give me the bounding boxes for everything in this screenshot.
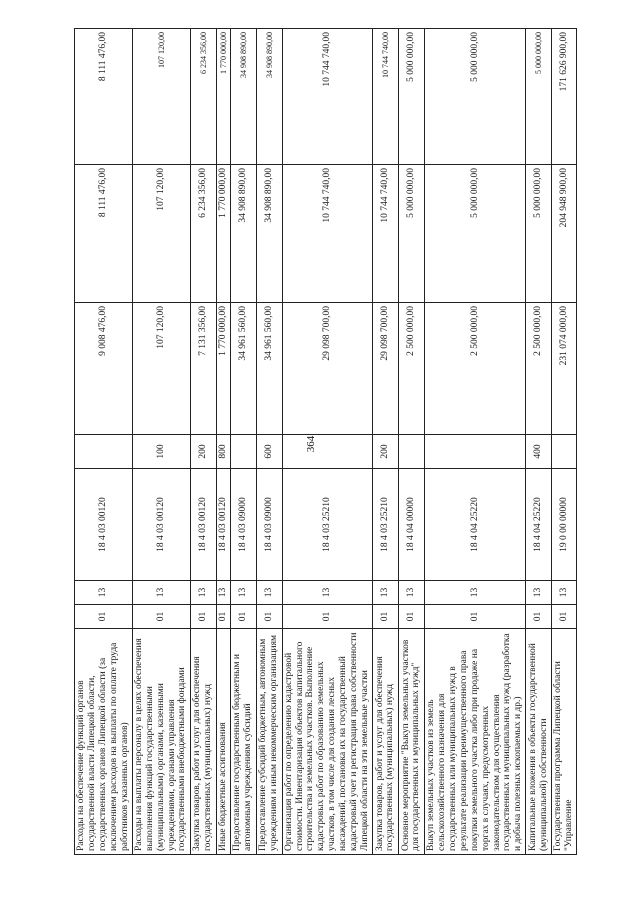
target-article-code: 18 4 04 25220 (526, 469, 552, 581)
subsection-code: 13 (552, 581, 577, 605)
rotated-page-content (74, 29, 574, 855)
subsection-code: 13 (398, 581, 424, 605)
amount-year-3: 1 770 000,00 (216, 29, 230, 165)
amount-year-2: 107 120,00 (132, 165, 190, 303)
page-number: 364 (305, 435, 317, 453)
subsection-code: 13 (230, 581, 256, 605)
expense-type-code: 600 (256, 435, 282, 469)
expense-type-code: 400 (526, 435, 552, 469)
table-row (282, 29, 372, 855)
expense-type-code: 100 (132, 435, 190, 469)
section-code: 01 (282, 605, 372, 629)
amount-year-1: 9 008 476,00 (75, 303, 133, 435)
target-article-code: 18 4 03 00120 (75, 469, 133, 581)
row-description: Закупка товаров, работ и услуг для обеспечения государственных (муниципальных) нужд (190, 629, 216, 855)
section-code: 01 (526, 605, 552, 629)
expense-type-code (75, 435, 133, 469)
section-code: 01 (230, 605, 256, 629)
expense-type-code (424, 435, 525, 469)
expense-type-code: 200 (190, 435, 216, 469)
subsection-code: 13 (526, 581, 552, 605)
table-row (424, 29, 525, 855)
amount-year-3: 34 908 890,00 (230, 29, 256, 165)
subsection-code: 13 (216, 581, 230, 605)
section-code: 01 (372, 605, 398, 629)
amount-year-1: 34 961 560,00 (256, 303, 282, 435)
amount-year-1: 2 500 000,00 (526, 303, 552, 435)
subsection-code: 13 (424, 581, 525, 605)
subsection-code: 13 (132, 581, 190, 605)
row-description: Основное мероприятие "Выкуп земельных участков для государственных и муниципальных нужд" (398, 629, 424, 855)
target-article-code: 18 4 03 25210 (372, 469, 398, 581)
amount-year-3: 107 120,00 (132, 29, 190, 165)
amount-year-2: 34 908 890,00 (230, 165, 256, 303)
subsection-code: 13 (372, 581, 398, 605)
section-code: 01 (190, 605, 216, 629)
row-description: Расходы на обеспечение функций органов государственной власти Липецкой области, государственных органов Липецкой области (за исключением расходов на выплаты по оплате труда работников указанных органов) (75, 629, 133, 855)
target-article-code: 18 4 03 25210 (282, 469, 372, 581)
target-article-code: 18 4 04 25220 (424, 469, 525, 581)
row-description: Государственная программа Липецкой области "Управление (552, 629, 577, 855)
subsection-code: 13 (190, 581, 216, 605)
amount-year-3: 5 000 000,00 (398, 29, 424, 165)
amount-year-2: 1 770 000,00 (216, 165, 230, 303)
amount-year-1: 1 770 000,00 (216, 303, 230, 435)
row-description: Выкуп земельных участков из земель сельскохозяйственного назначения для государственных или муниципальных нужд в результате реализации преимущественного права покупки земельного участка либо при продаже на торгах в случаях, предусмотренных законодательством для осуществления государственных и муниципальных нужд (разработка и добыча полезных ископаемых и др.) (424, 629, 525, 855)
amount-year-1: 107 120,00 (132, 303, 190, 435)
expense-type-code (398, 435, 424, 469)
subsection-code: 13 (75, 581, 133, 605)
amount-year-2: 8 111 476,00 (75, 165, 133, 303)
expense-type-code (230, 435, 256, 469)
amount-year-2: 5 000 000,00 (398, 165, 424, 303)
amount-year-2: 204 948 900,00 (552, 165, 577, 303)
amount-year-2: 10 744 740,00 (282, 165, 372, 303)
amount-year-2: 5 000 000,00 (424, 165, 525, 303)
amount-year-3: 6 234 356,00 (190, 29, 216, 165)
target-article-code: 18 4 04 00000 (398, 469, 424, 581)
row-description: Капитальные вложения в объекты государственной (муниципальной) собственности (526, 629, 552, 855)
target-article-code: 18 4 03 00120 (132, 469, 190, 581)
section-code: 01 (424, 605, 525, 629)
table-row (132, 29, 190, 855)
amount-year-2: 6 234 356,00 (190, 165, 216, 303)
expense-type-code: 800 (216, 435, 230, 469)
amount-year-2: 5 000 000,00 (526, 165, 552, 303)
table-row (216, 29, 230, 855)
subsection-code: 13 (256, 581, 282, 605)
amount-year-3: 5 000 000,00 (424, 29, 525, 165)
target-article-code: 19 0 00 00000 (552, 469, 577, 581)
amount-year-1: 29 098 700,00 (282, 303, 372, 435)
amount-year-1: 2 500 000,00 (424, 303, 525, 435)
row-description: Иные бюджетные ассигнования (216, 629, 230, 855)
expense-type-code (552, 435, 577, 469)
subsection-code: 13 (282, 581, 372, 605)
amount-year-3: 171 626 900,00 (552, 29, 577, 165)
section-code: 01 (256, 605, 282, 629)
table-row (372, 29, 398, 855)
table-row (256, 29, 282, 855)
amount-year-1: 34 961 560,00 (230, 303, 256, 435)
table-row (526, 29, 552, 855)
target-article-code: 18 4 03 09000 (256, 469, 282, 581)
table-row (75, 29, 133, 855)
row-description: Расходы на выплаты персоналу в целях обеспечения выполнения функций государственными (муниципальными) органами, казенными учреждениями, органами управления государственными внебюджетными фондами (132, 629, 190, 855)
amount-year-3: 10 744 740,00 (372, 29, 398, 165)
budget-table (74, 28, 577, 855)
amount-year-3: 8 111 476,00 (75, 29, 133, 165)
table-row (230, 29, 256, 855)
amount-year-3: 5 000 000,00 (526, 29, 552, 165)
expense-type-code: 200 (372, 435, 398, 469)
amount-year-3: 10 744 740,00 (282, 29, 372, 165)
amount-year-1: 29 098 700,00 (372, 303, 398, 435)
amount-year-1: 2 500 000,00 (398, 303, 424, 435)
section-code: 01 (132, 605, 190, 629)
section-code: 01 (398, 605, 424, 629)
section-code: 01 (75, 605, 133, 629)
row-description: Предоставление государственным бюджетным и автономным учреждениям субсидий (230, 629, 256, 855)
amount-year-2: 34 908 890,00 (256, 165, 282, 303)
amount-year-3: 34 908 890,00 (256, 29, 282, 165)
target-article-code: 18 4 03 00120 (190, 469, 216, 581)
amount-year-2: 10 744 740,00 (372, 165, 398, 303)
table-row (190, 29, 216, 855)
target-article-code: 18 4 03 09000 (230, 469, 256, 581)
section-code: 01 (216, 605, 230, 629)
expense-type-code (282, 435, 372, 469)
amount-year-1: 7 131 356,00 (190, 303, 216, 435)
table-body (75, 29, 577, 855)
row-description: Предоставление субсидий бюджетным, автономным учреждениям и иным некоммерческим организациям (256, 629, 282, 855)
table-row (398, 29, 424, 855)
table-row (552, 29, 577, 855)
row-description: Закупка товаров, работ и услуг для обеспечения государственных (муниципальных) нужд (372, 629, 398, 855)
row-description: Организация работ по определению кадастровой стоимости. Инвентаризация объектов капитального строительства и земельных участков. Выполнение кадастровых работ по образованию земельных участков, в том числе для создания лесных насаждений, постановка их на государственный кадастровый учет и регистрация права собственности Липецкой области на эти земельные участки (282, 629, 372, 855)
amount-year-1: 231 074 000,00 (552, 303, 577, 435)
target-article-code: 18 4 03 00120 (216, 469, 230, 581)
section-code: 01 (552, 605, 577, 629)
